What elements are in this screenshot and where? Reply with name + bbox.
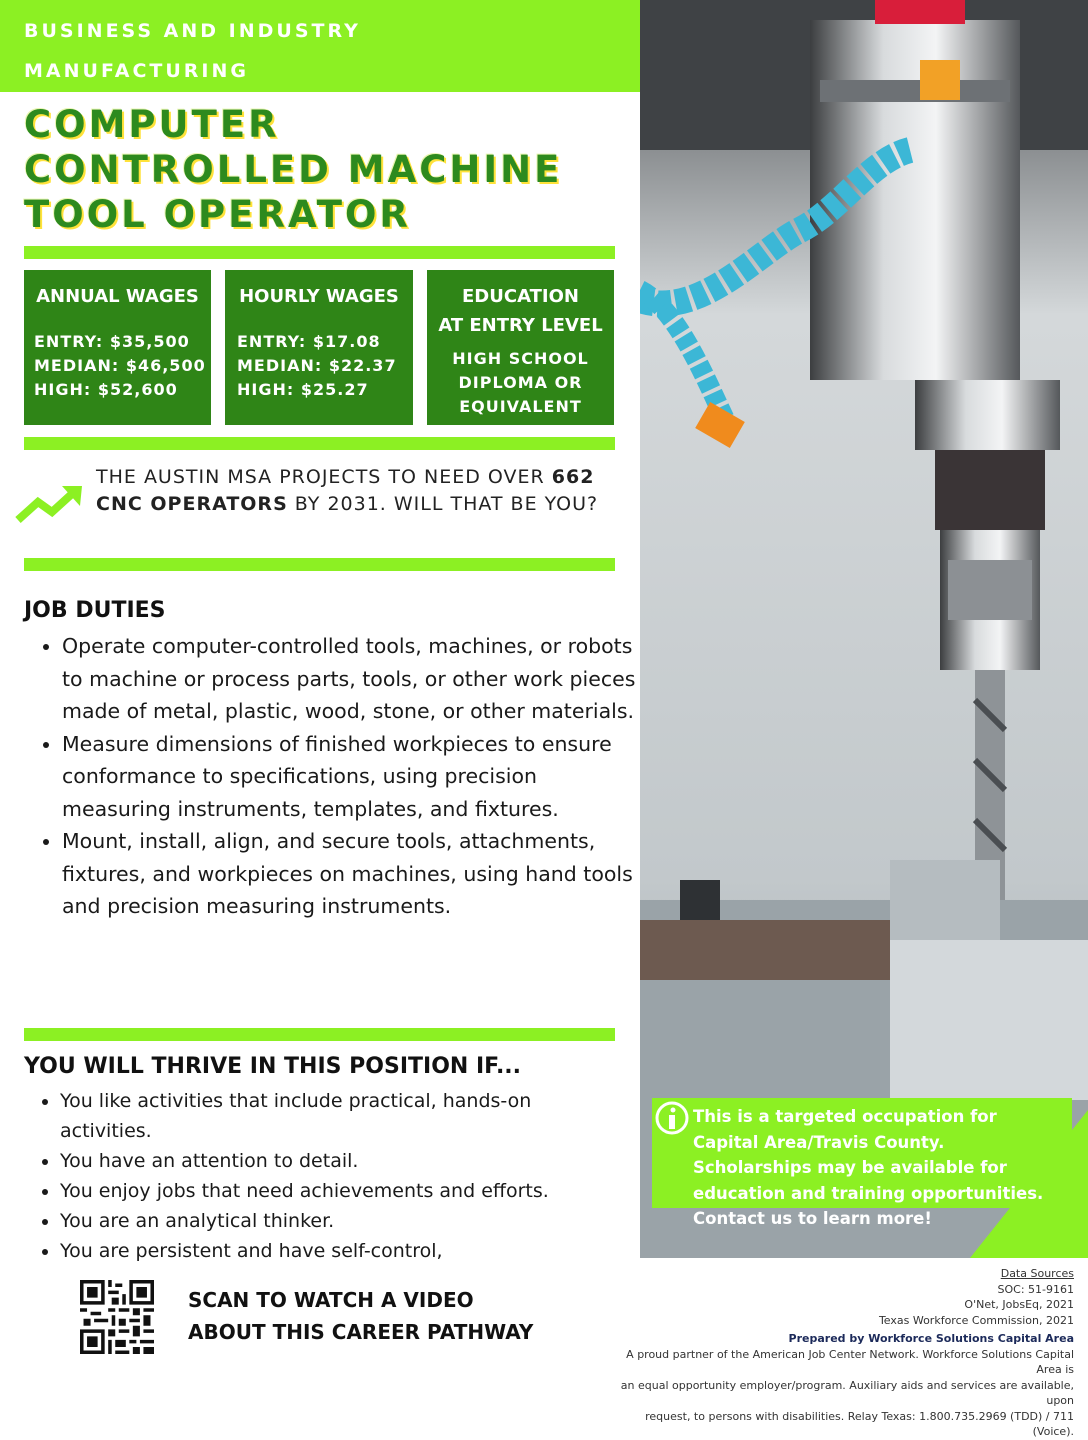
divider-rule	[24, 558, 615, 571]
scan-line-1: SCAN TO WATCH A VIDEO	[188, 1288, 474, 1312]
annual-median: MEDIAN: $46,500	[34, 356, 206, 375]
info-callout-text: This is a targeted occupation for Capital Area/Travis County. Scholarships may be available for education and training opportunities. Contact us to learn more!	[693, 1107, 1044, 1228]
list-item: • You have an attention to detail.	[60, 1146, 620, 1176]
hourly-high: HIGH: $25.27	[237, 380, 369, 399]
title-line-3: TOOL OPERATOR	[24, 193, 411, 236]
divider-rule	[24, 1028, 615, 1041]
list-item: • You are an analytical thinker.	[60, 1206, 620, 1236]
source-2: Texas Workforce Commission, 2021	[878, 1313, 1074, 1327]
category-band	[0, 0, 640, 92]
hourly-wages-box	[225, 270, 413, 425]
thrive-list	[24, 1086, 620, 1266]
disclaimer-1: A proud partner of the American Job Center Network. Workforce Solutions Capital Area is	[626, 1347, 1074, 1376]
data-sources-link[interactable]: Data Sources	[1000, 1267, 1074, 1280]
job-duties-list	[24, 630, 642, 923]
scan-line-2: ABOUT THIS CAREER PATHWAY	[188, 1320, 534, 1344]
divider-rule	[24, 437, 615, 450]
education-value-1: HIGH SCHOOL	[452, 349, 589, 368]
job-duties-heading: JOB DUTIES	[24, 598, 166, 623]
annual-wages-box	[24, 270, 211, 425]
projection-after: BY 2031. WILL THAT BE YOU?	[294, 493, 599, 515]
list-item: • Mount, install, align, and secure tools, attachments, fixtures, and workpieces on machines, using hand tools and precision measuring instruments.	[62, 825, 642, 923]
category-label: BUSINESS AND INDUSTRY	[24, 20, 361, 42]
trend-up-arrow-icon	[14, 484, 84, 530]
education-value-3: EQUIVALENT	[459, 397, 582, 416]
education-heading-1: EDUCATION	[462, 286, 579, 307]
disclaimer-2: an equal opportunity employer/program. Auxiliary aids and services are available, upon	[620, 1378, 1074, 1407]
soc-code: SOC: 51-9161	[997, 1282, 1074, 1296]
education-box	[427, 270, 614, 425]
info-circle-icon	[654, 1100, 690, 1136]
prepared-by: Prepared by Workforce Solutions Capital Area	[788, 1332, 1074, 1345]
list-item: • You enjoy jobs that need achievements and efforts.	[60, 1176, 620, 1206]
list-item: • You like activities that include practical, hands-on activities.	[60, 1086, 620, 1146]
thrive-heading: YOU WILL THRIVE IN THIS POSITION IF...	[24, 1054, 522, 1079]
projection-before: THE AUSTIN MSA PROJECTS TO NEED OVER	[96, 466, 545, 488]
annual-wages-heading: ANNUAL WAGES	[36, 286, 199, 307]
hourly-wages-heading: HOURLY WAGES	[239, 286, 399, 307]
footer	[604, 1266, 1074, 1440]
list-item: • Measure dimensions of finished workpieces to ensure conformance to specifications, using precision measuring instruments, templates, and fixtures.	[62, 728, 642, 826]
subcategory-label: MANUFACTURING	[24, 60, 249, 82]
divider-rule	[24, 246, 615, 259]
education-value-2: DIPLOMA OR	[458, 373, 583, 392]
disclaimer-3: request, to persons with disabilities. Relay Texas: 1.800.735.2969 (TDD) / 711 (Voice).	[645, 1409, 1074, 1438]
education-heading-2: AT ENTRY LEVEL	[438, 315, 603, 336]
hourly-entry: ENTRY: $17.08	[237, 332, 381, 351]
hourly-median: MEDIAN: $22.37	[237, 356, 397, 375]
cnc-machine-photo	[640, 0, 1088, 1258]
source-1: O'Net, JobsEq, 2021	[964, 1298, 1074, 1311]
projection-text	[96, 464, 621, 518]
annual-entry: ENTRY: $35,500	[34, 332, 190, 351]
annual-high: HIGH: $52,600	[34, 380, 178, 399]
title-line-2: CONTROLLED MACHINE	[24, 148, 563, 191]
title-line-1: COMPUTER	[24, 103, 280, 146]
list-item: • You are persistent and have self-control,	[60, 1236, 620, 1266]
projection-highlight: 662 CNC OPERATORS	[96, 466, 595, 515]
list-item: • Operate computer-controlled tools, machines, or robots to machine or process parts, tools, or other work pieces made of metal, plastic, wood, stone, or other materials.	[62, 630, 642, 728]
qr-code-icon[interactable]	[80, 1280, 154, 1354]
